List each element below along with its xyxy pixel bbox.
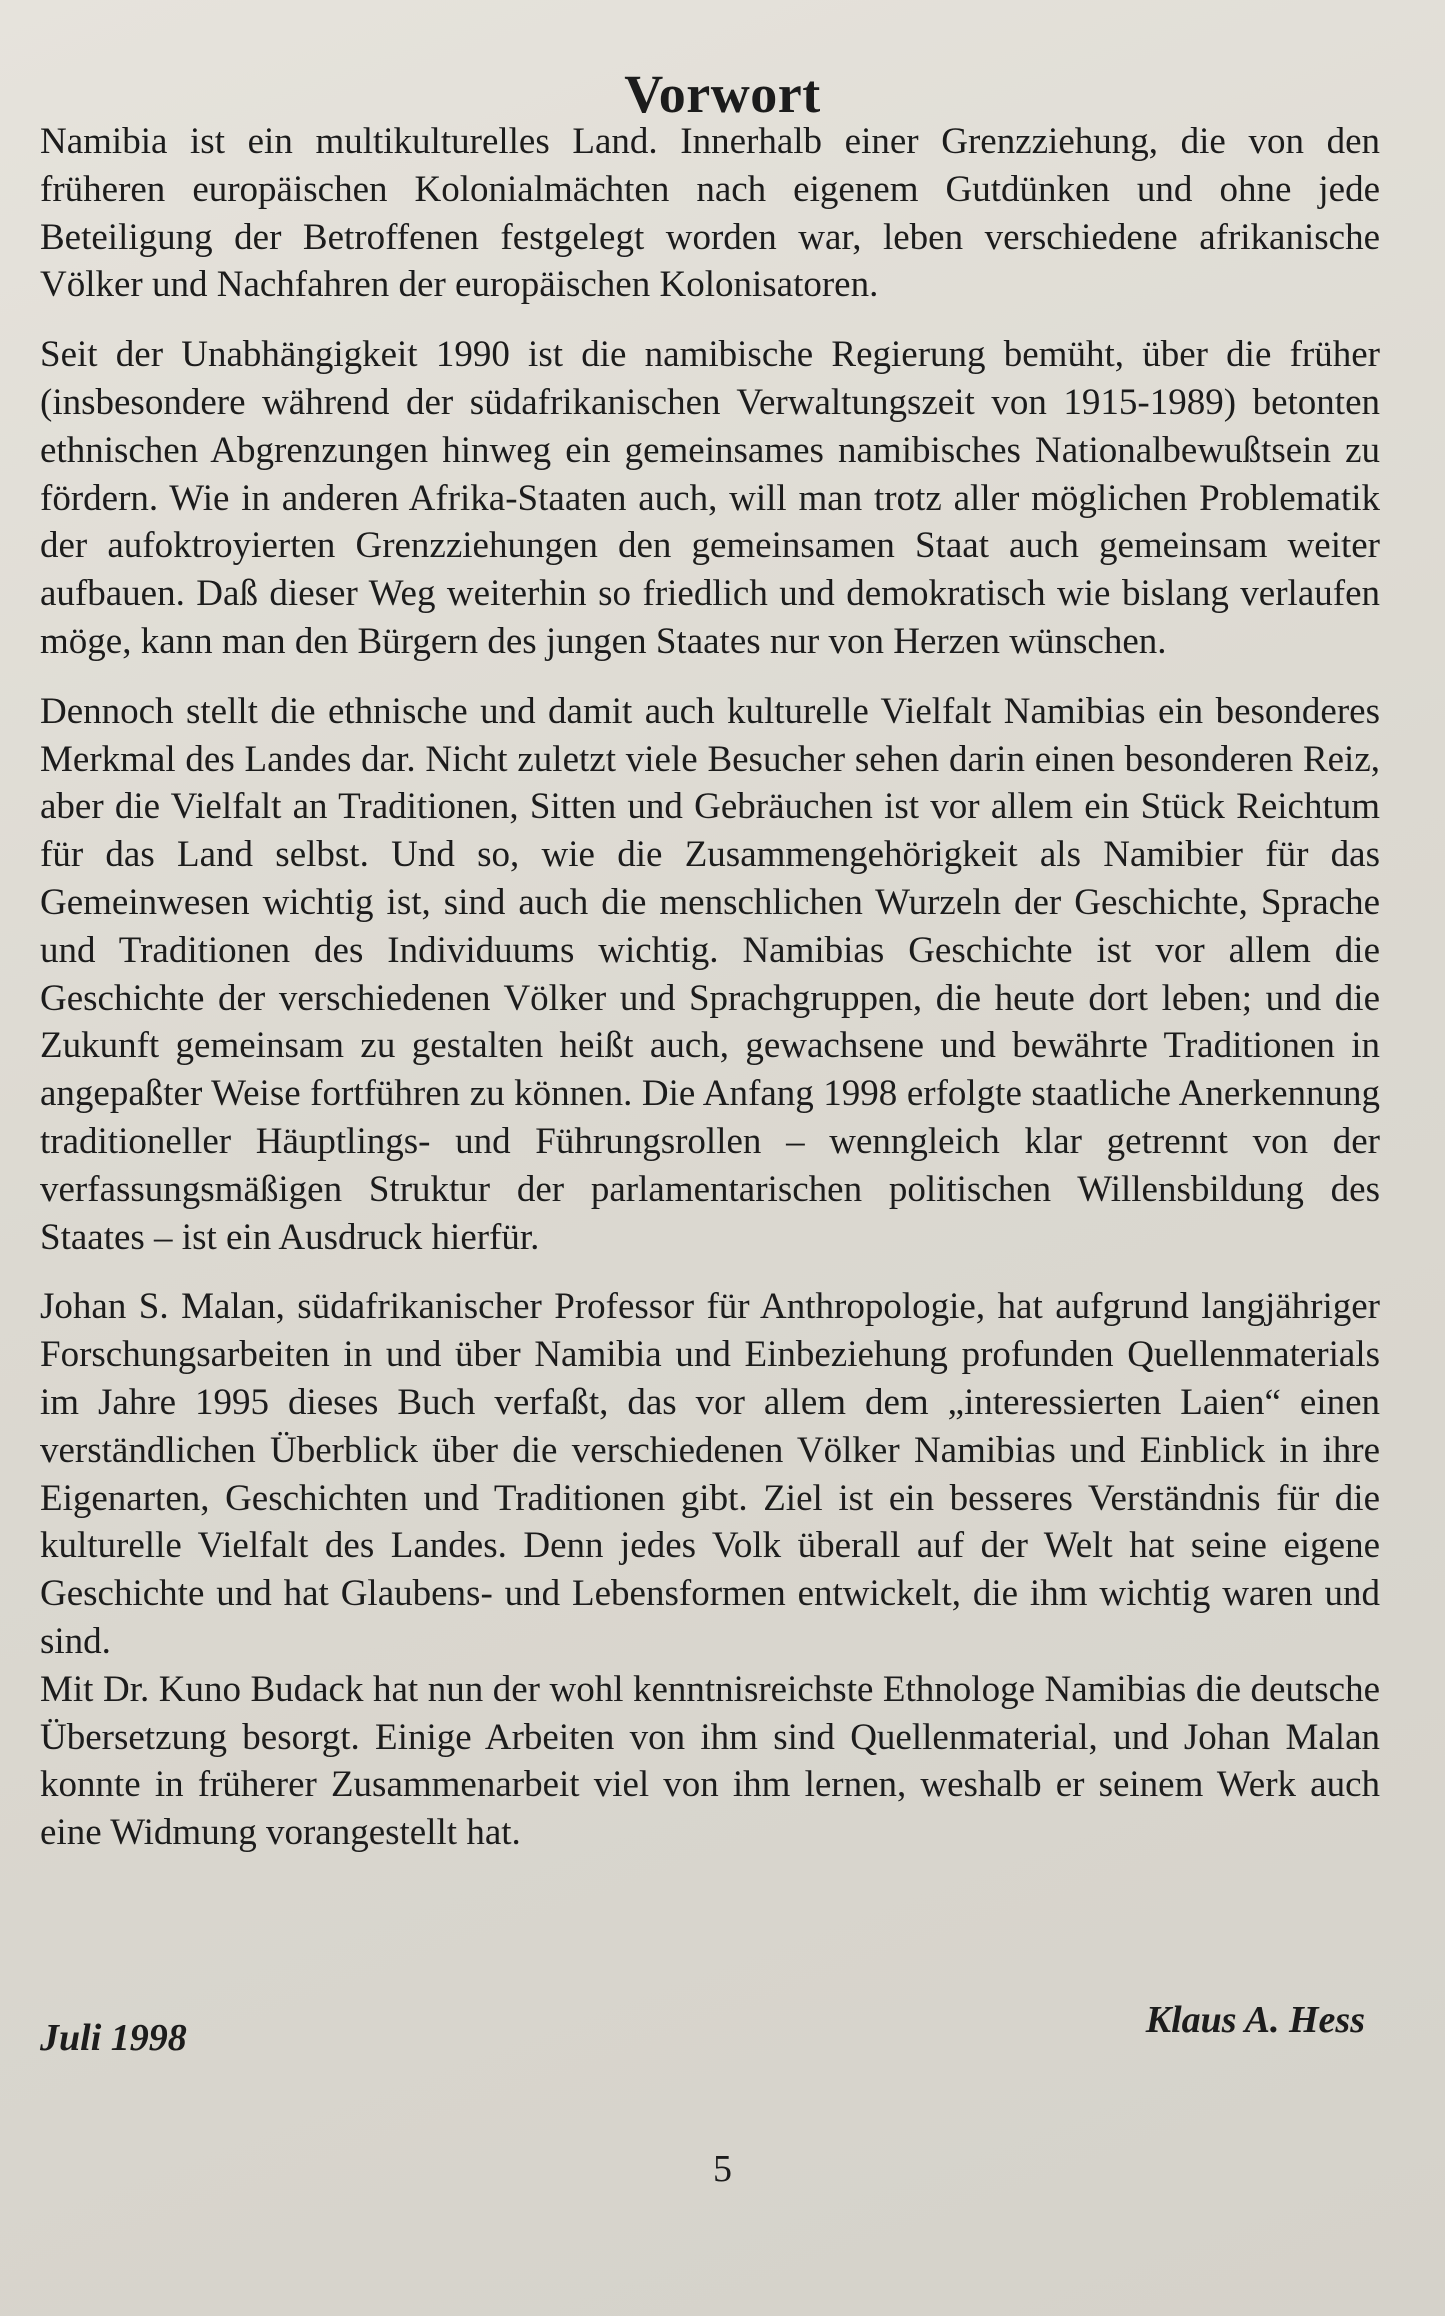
paragraph-1: Namibia ist ein multikulturelles Land. Innerhalb einer Grenzziehung, die von den früheren europäischen Kolonialmächten nach eigenem Gutdünken und ohne jede Beteiligung der Betroffenen festgelegt worden war, leben verschiedene afrikanische Völker und Nachfahren der europäischen Kolonisatoren. [40,121,1380,306]
date: Juli 1998 [40,2017,187,2059]
paragraph-4: Johan S. Malan, südafrikanischer Professor für Anthropologie, hat aufgrund langjähriger Forschungsarbeiten in und über Namibia und Einbeziehung profunden Quellenmaterials im Jahre 1995 dieses Buch verfaßt, das vor allem dem „interessierten Laien“ einen verständlichen Überblick über die verschiedenen Völker Namibias und Einblick in ihre Eigenarten, Geschichten und Traditionen gibt. Ziel ist ein besseres Verständnis für die kulturelle Vielfalt des Landes. Denn jedes Volk überall auf der Welt hat seine eigene Geschichte und hat Glaubens- und Lebensformen entwickelt, die ihm wichtig waren und sind. [40,1286,1380,1662]
author-name: Klaus A. Hess [1145,1999,1365,2041]
signature-row [40,1998,1365,2078]
body-text [40,118,1380,1879]
page-title: Vorwort [624,64,821,125]
paragraph-2: Seit der Unabhängigkeit 1990 ist die namibische Regierung bemüht, über die früher (insbesondere während der südafrikanischen Verwaltungszeit von 1915-1989) betonten ethnischen Abgrenzungen hinweg ein gemeinsames namibisches Nationalbewußtsein zu fördern. Wie in anderen Afrika-Staaten auch, will man trotz aller möglichen Problematik der aufoktroyierten Grenzziehungen den gemeinsamen Staat auch gemeinsam weiter aufbauen. Daß dieser Weg weiterhin so friedlich und demokratisch wie bislang verlaufen möge, kann man den Bürgern des jungen Staates nur von Herzen wünschen. [40,334,1380,662]
page-number: 5 [713,2148,732,2190]
paragraph-5: Mit Dr. Kuno Budack hat nun der wohl kenntnisreichste Ethnologe Namibias die deutsche Übersetzung besorgt. Einige Arbeiten von ihm sind Quellenmaterial, und Johan Malan konnte in früherer Zusammenarbeit viel von ihm lernen, weshalb er seinem Werk auch eine Widmung vorangestellt hat. [40,1668,1380,1854]
paragraph-3: Dennoch stellt die ethnische und damit auch kulturelle Vielfalt Namibias ein besonderes Merkmal des Landes dar. Nicht zuletzt viele Besucher sehen darin einen besonderen Reiz, aber die Vielfalt an Traditionen, Sitten und Gebräuchen ist vor allem ein Stück Reichtum für das Land selbst. Und so, wie die Zusammengehörigkeit als Namibier für das Gemeinwesen wichtig ist, sind auch die menschlichen Wurzeln der Geschichte, Sprache und Traditionen des Individuums wichtig. Namibias Geschichte ist vor allem die Geschichte der verschiedenen Völker und Sprachgruppen, die heute dort leben; und die Zukunft gemeinsam zu gestalten heißt auch, gewachsene und bewährte Traditionen in angepaßter Weise fortführen zu können. Die Anfang 1998 erfolgte staatliche Anerkennung traditioneller Häuptlings- und Führungsrollen – wenngleich klar getrennt von der verfassungsmäßigen Struktur der parlamentarischen politischen Willensbildung des Staates – ist ein Ausdruck hierfür. [40,690,1380,1258]
